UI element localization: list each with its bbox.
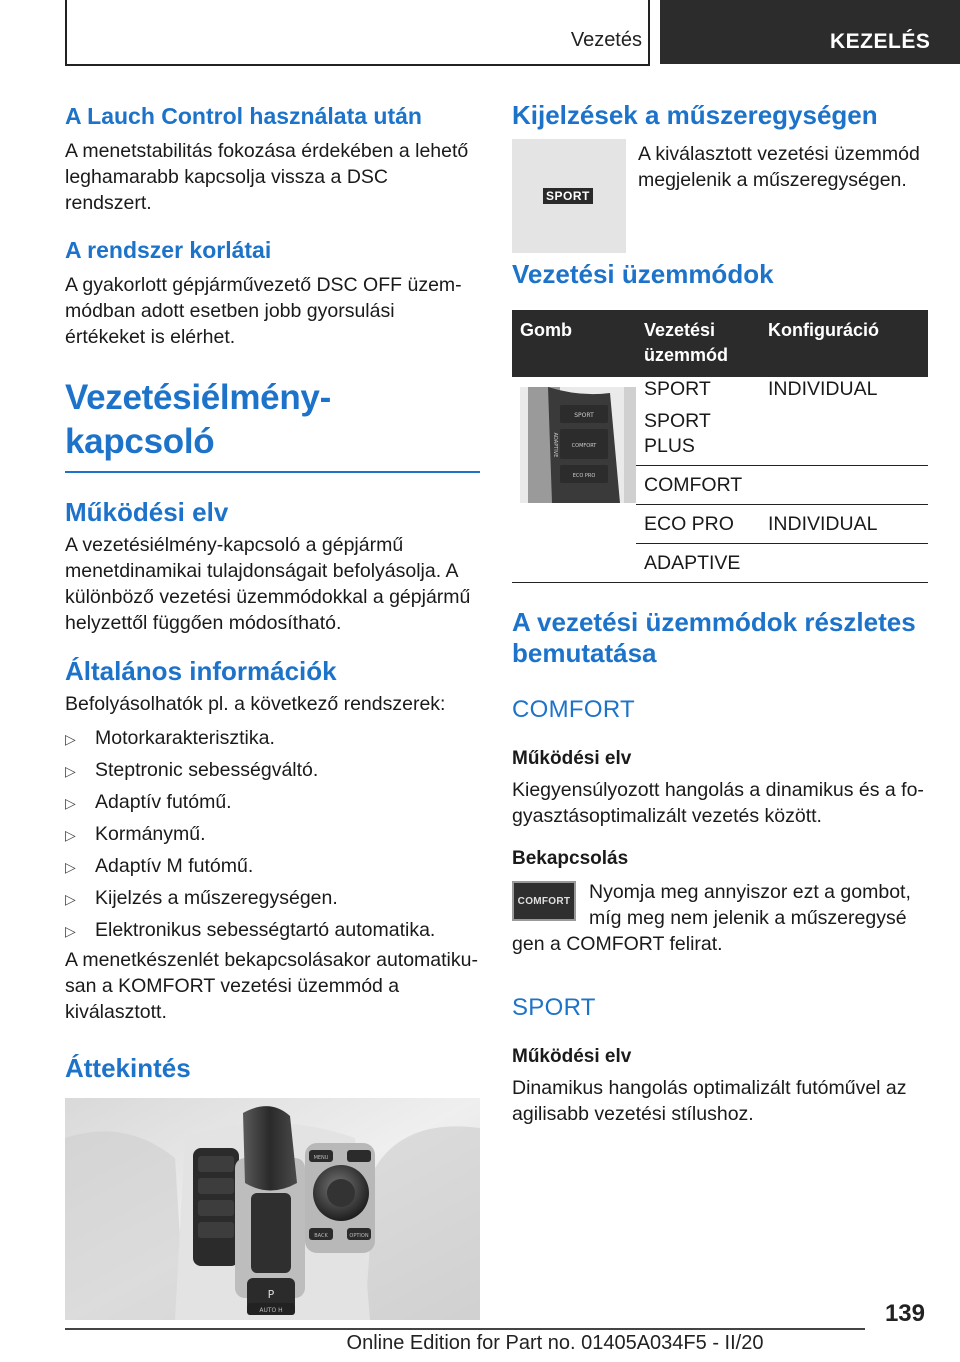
general-info-list — [65, 725, 480, 943]
footer-edition: Online Edition for Part no. 01405A034F5 - II/20 — [346, 1332, 764, 1354]
list-item: ▷ Kormánymű. — [65, 821, 480, 847]
list-item: ▷ Elektronikus sebességtartó automatika. — [65, 917, 480, 943]
triangle-bullet-icon: ▷ — [65, 763, 76, 779]
mode-cell: SPORT SPORT PLUS — [636, 377, 760, 466]
sport-badge: SPORT — [543, 188, 593, 204]
page-number: 139 — [884, 1300, 925, 1327]
table-row — [512, 377, 928, 466]
triangle-bullet-icon: ▷ — [65, 827, 76, 843]
mode-cell: ADAPTIVE — [636, 544, 760, 583]
svg-text:SPORT: SPORT — [574, 412, 594, 419]
mode-cell: ECO PRO — [636, 505, 760, 544]
limits-heading: A rendszer korlátai — [65, 237, 272, 263]
table-header-config: Konfiguráció — [760, 310, 928, 377]
triangle-bullet-icon: ▷ — [65, 795, 76, 811]
triangle-bullet-icon: ▷ — [65, 923, 76, 939]
list-item: ▷ Adaptív M futómű. — [65, 853, 480, 879]
instrument-cluster-image — [512, 139, 626, 253]
general-info-outro: A menetkészenlét bekapcsolásakor automatikusan a KOMFORT vezetési üzemmód a kiválasztott. — [65, 949, 478, 1023]
comfort-principle-heading: Működési elv — [512, 748, 632, 769]
list-item: ▷ Adaptív futómű. — [65, 789, 480, 815]
header-section-title: Vezetés — [570, 29, 642, 51]
svg-text:AUTO H: AUTO H — [259, 1307, 283, 1314]
config-cell — [760, 544, 928, 583]
triangle-bullet-icon: ▷ — [65, 859, 76, 875]
principle-heading: Működési elv — [65, 497, 229, 527]
svg-text:OPTION: OPTION — [349, 1233, 369, 1239]
triangle-bullet-icon: ▷ — [65, 891, 76, 907]
svg-text:COMFORT: COMFORT — [571, 443, 597, 449]
left-column — [65, 100, 480, 1320]
modes-heading: Vezetési üzemmódok — [512, 259, 774, 289]
table-header-mode: Vezetési üzemmód — [636, 310, 760, 377]
limits-text: A gyakorlott gépjárművezető DSC OFF üzemmódban adott esetben jobb gyorsulási értékeket is elérhet. — [65, 274, 462, 348]
main-section-heading: Vezetésiélmény-kapcsoló — [65, 376, 480, 473]
svg-text:MENU: MENU — [313, 1155, 329, 1161]
header-chapter-tab: KEZELÉS — [660, 0, 960, 64]
table-header-button: Gomb — [512, 310, 636, 377]
config-cell: INDIVIDUAL — [760, 505, 928, 544]
footer-divider — [65, 1328, 865, 1330]
triangle-bullet-icon: ▷ — [65, 731, 76, 747]
general-info-intro: Befolyásolhatók pl. a következő rendszerek: — [65, 693, 446, 715]
mode-cell: COMFORT — [636, 466, 760, 505]
comfort-principle-text: Kiegyensúlyozott hangolás a dinamikus és a fogyasztásoptimalizált vezetés között. — [512, 779, 924, 827]
display-heading: Kijelzések a műszeregységen — [512, 100, 878, 130]
launch-control-text: A menetstabilitás fokozása érdekében a lehető leghamarabb kapcsolja vissza a DSC rendszert. — [65, 140, 469, 214]
sport-principle-heading: Működési elv — [512, 1046, 632, 1067]
comfort-activate-block — [512, 879, 928, 931]
config-cell: INDIVIDUAL — [760, 377, 928, 466]
list-item: ▷ Kijelzés a műszeregységen. — [65, 885, 480, 911]
config-cell — [760, 466, 928, 505]
switch-image-cell — [512, 377, 636, 583]
sport-heading: SPORT — [512, 994, 596, 1021]
svg-text:ECO PRO: ECO PRO — [572, 473, 596, 479]
center-console-image — [65, 1098, 480, 1320]
launch-control-heading: A Lauch Control használata után — [65, 103, 422, 129]
comfort-activate-text: Nyomja meg annyiszor ezt a gombot, míg meg nem jelenik a műszeregysé — [589, 881, 911, 929]
svg-text:P: P — [267, 1288, 275, 1301]
display-text: A kiválasztott vezetési üzemmód megjelenik a műszeregységen. — [638, 143, 920, 191]
comfort-heading: COMFORT — [512, 696, 635, 723]
overview-heading: Áttekintés — [65, 1053, 191, 1083]
driving-experience-switch-image — [520, 387, 636, 503]
comfort-button-image: COMFORT — [512, 881, 576, 921]
details-heading: A vezetési üzemmódok részletes bemutatása — [512, 607, 916, 668]
list-item: ▷ Steptronic sebességváltó. — [65, 757, 480, 783]
general-info-heading: Általános információk — [65, 656, 337, 686]
header-frame — [65, 0, 650, 66]
svg-text:ADAPTIVE: ADAPTIVE — [552, 432, 558, 458]
principle-text: A vezetésiélmény-kapcsoló a gépjármű menetdinamikai tulajdonságait befolyásolja. A különböző vezetési üzemmódokkal a gépjármű helyzettől függően módosítható. — [65, 534, 471, 634]
list-item: ▷ Motorkarakterisztika. — [65, 725, 480, 751]
comfort-activate-heading: Bekapcsolás — [512, 848, 629, 869]
display-block — [512, 139, 928, 253]
modes-table — [512, 310, 928, 583]
sport-principle-text: Dinamikus hangolás optimalizált futóművel az agilisabb vezetési stílushoz. — [512, 1077, 907, 1125]
comfort-activate-text-cont: gen a COMFORT felirat. — [512, 933, 723, 955]
right-column — [512, 100, 928, 1127]
svg-text:BACK: BACK — [314, 1233, 328, 1239]
